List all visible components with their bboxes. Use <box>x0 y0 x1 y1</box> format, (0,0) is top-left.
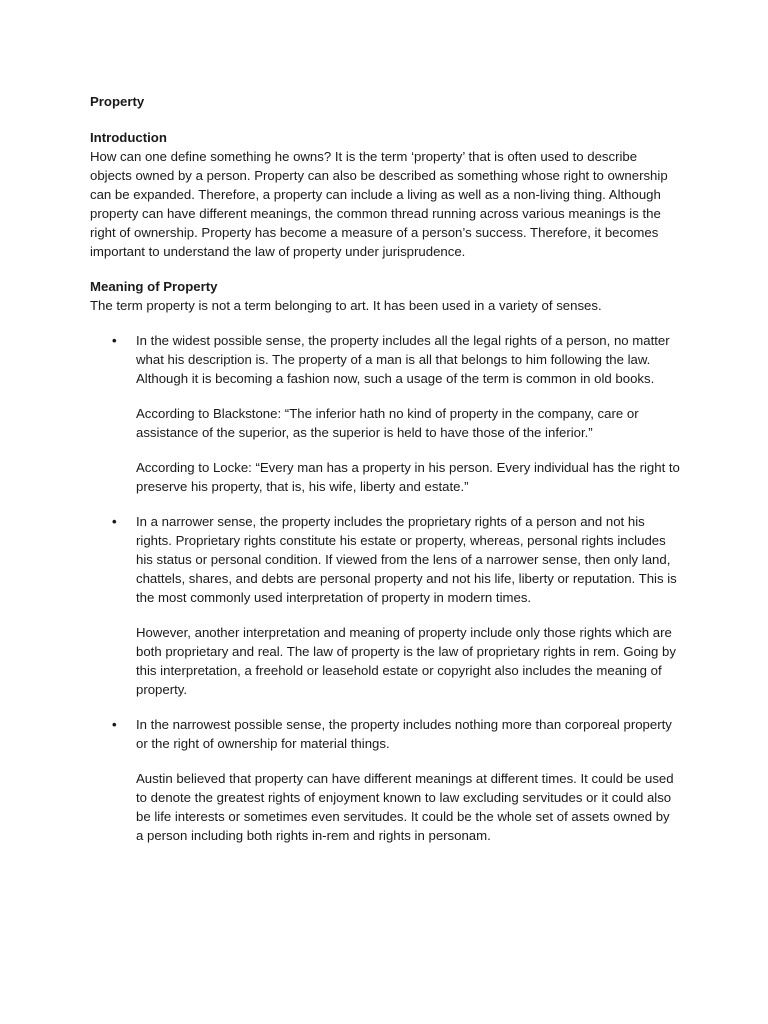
section-heading-meaning: Meaning of Property <box>90 279 218 294</box>
document-content <box>90 92 680 861</box>
introduction-paragraph: How can one define something he owns? It is the term ‘property’ that is often used to describe objects owned by a person. Property can also be described as something whose right to ownership can be expanded. Therefore, a property can include a living as well as a non-living thing. Although property can have different meanings, the common thread running across various meanings is the right of ownership. Property has become a measure of a person’s success. Therefore, it becomes important to understand the law of property under jurisprudence. <box>90 149 668 259</box>
locke-quote: According to Locke: “Every man has a property in his person. Every individual has the right to preserve his property, that is, his wife, liberty and estate.” <box>136 460 680 494</box>
interpretation-paragraph: However, another interpretation and meaning of property include only those rights which are both proprietary and real. The law of property is the law of proprietary rights in rem. Going by this interpretation, a freehold or leasehold estate or copyright also includes the meaning of property. <box>136 625 676 697</box>
section-heading-introduction: Introduction <box>90 130 167 145</box>
bullet-icon: • <box>112 514 117 529</box>
bullet-text: In the narrowest possible sense, the property includes nothing more than corporeal property or the right of ownership for material things. <box>136 717 672 751</box>
bullet-icon: • <box>112 333 117 348</box>
bullet-text: In the widest possible sense, the property includes all the legal rights of a person, no matter what his description is. The property of a man is all that belongs to him following the law. Although it is becoming a fashion now, such a usage of the term is common in old books. <box>136 333 670 386</box>
blackstone-quote: According to Blackstone: “The inferior hath no kind of property in the company, care or assistance of the superior, as the superior is held to have those of the inferior.” <box>136 406 639 440</box>
austin-paragraph: Austin believed that property can have different meanings at different times. It could be used to denote the greatest rights of enjoyment known to law excluding servitudes or it could also be life interests or sometimes even servitudes. It could be the whole set of assets owned by a person including both rights in-rem and rights in personam. <box>136 771 674 843</box>
bullet-list <box>90 331 680 845</box>
meaning-paragraph: The term property is not a term belonging to art. It has been used in a variety of senses. <box>90 298 602 313</box>
document-title: Property <box>90 94 145 109</box>
bullet-icon: • <box>112 717 117 732</box>
list-item <box>90 331 680 496</box>
list-item <box>90 715 680 845</box>
bullet-text: In a narrower sense, the property includes the proprietary rights of a person and not his rights. Proprietary rights constitute his estate or property, whereas, personal rights includes his status or personal condition. If viewed from the lens of a narrower sense, then only land, chattels, shares, and debts are personal property and not his life, liberty or reputation. This is the most commonly used interpretation of property in modern times. <box>136 514 677 605</box>
list-item <box>90 512 680 699</box>
